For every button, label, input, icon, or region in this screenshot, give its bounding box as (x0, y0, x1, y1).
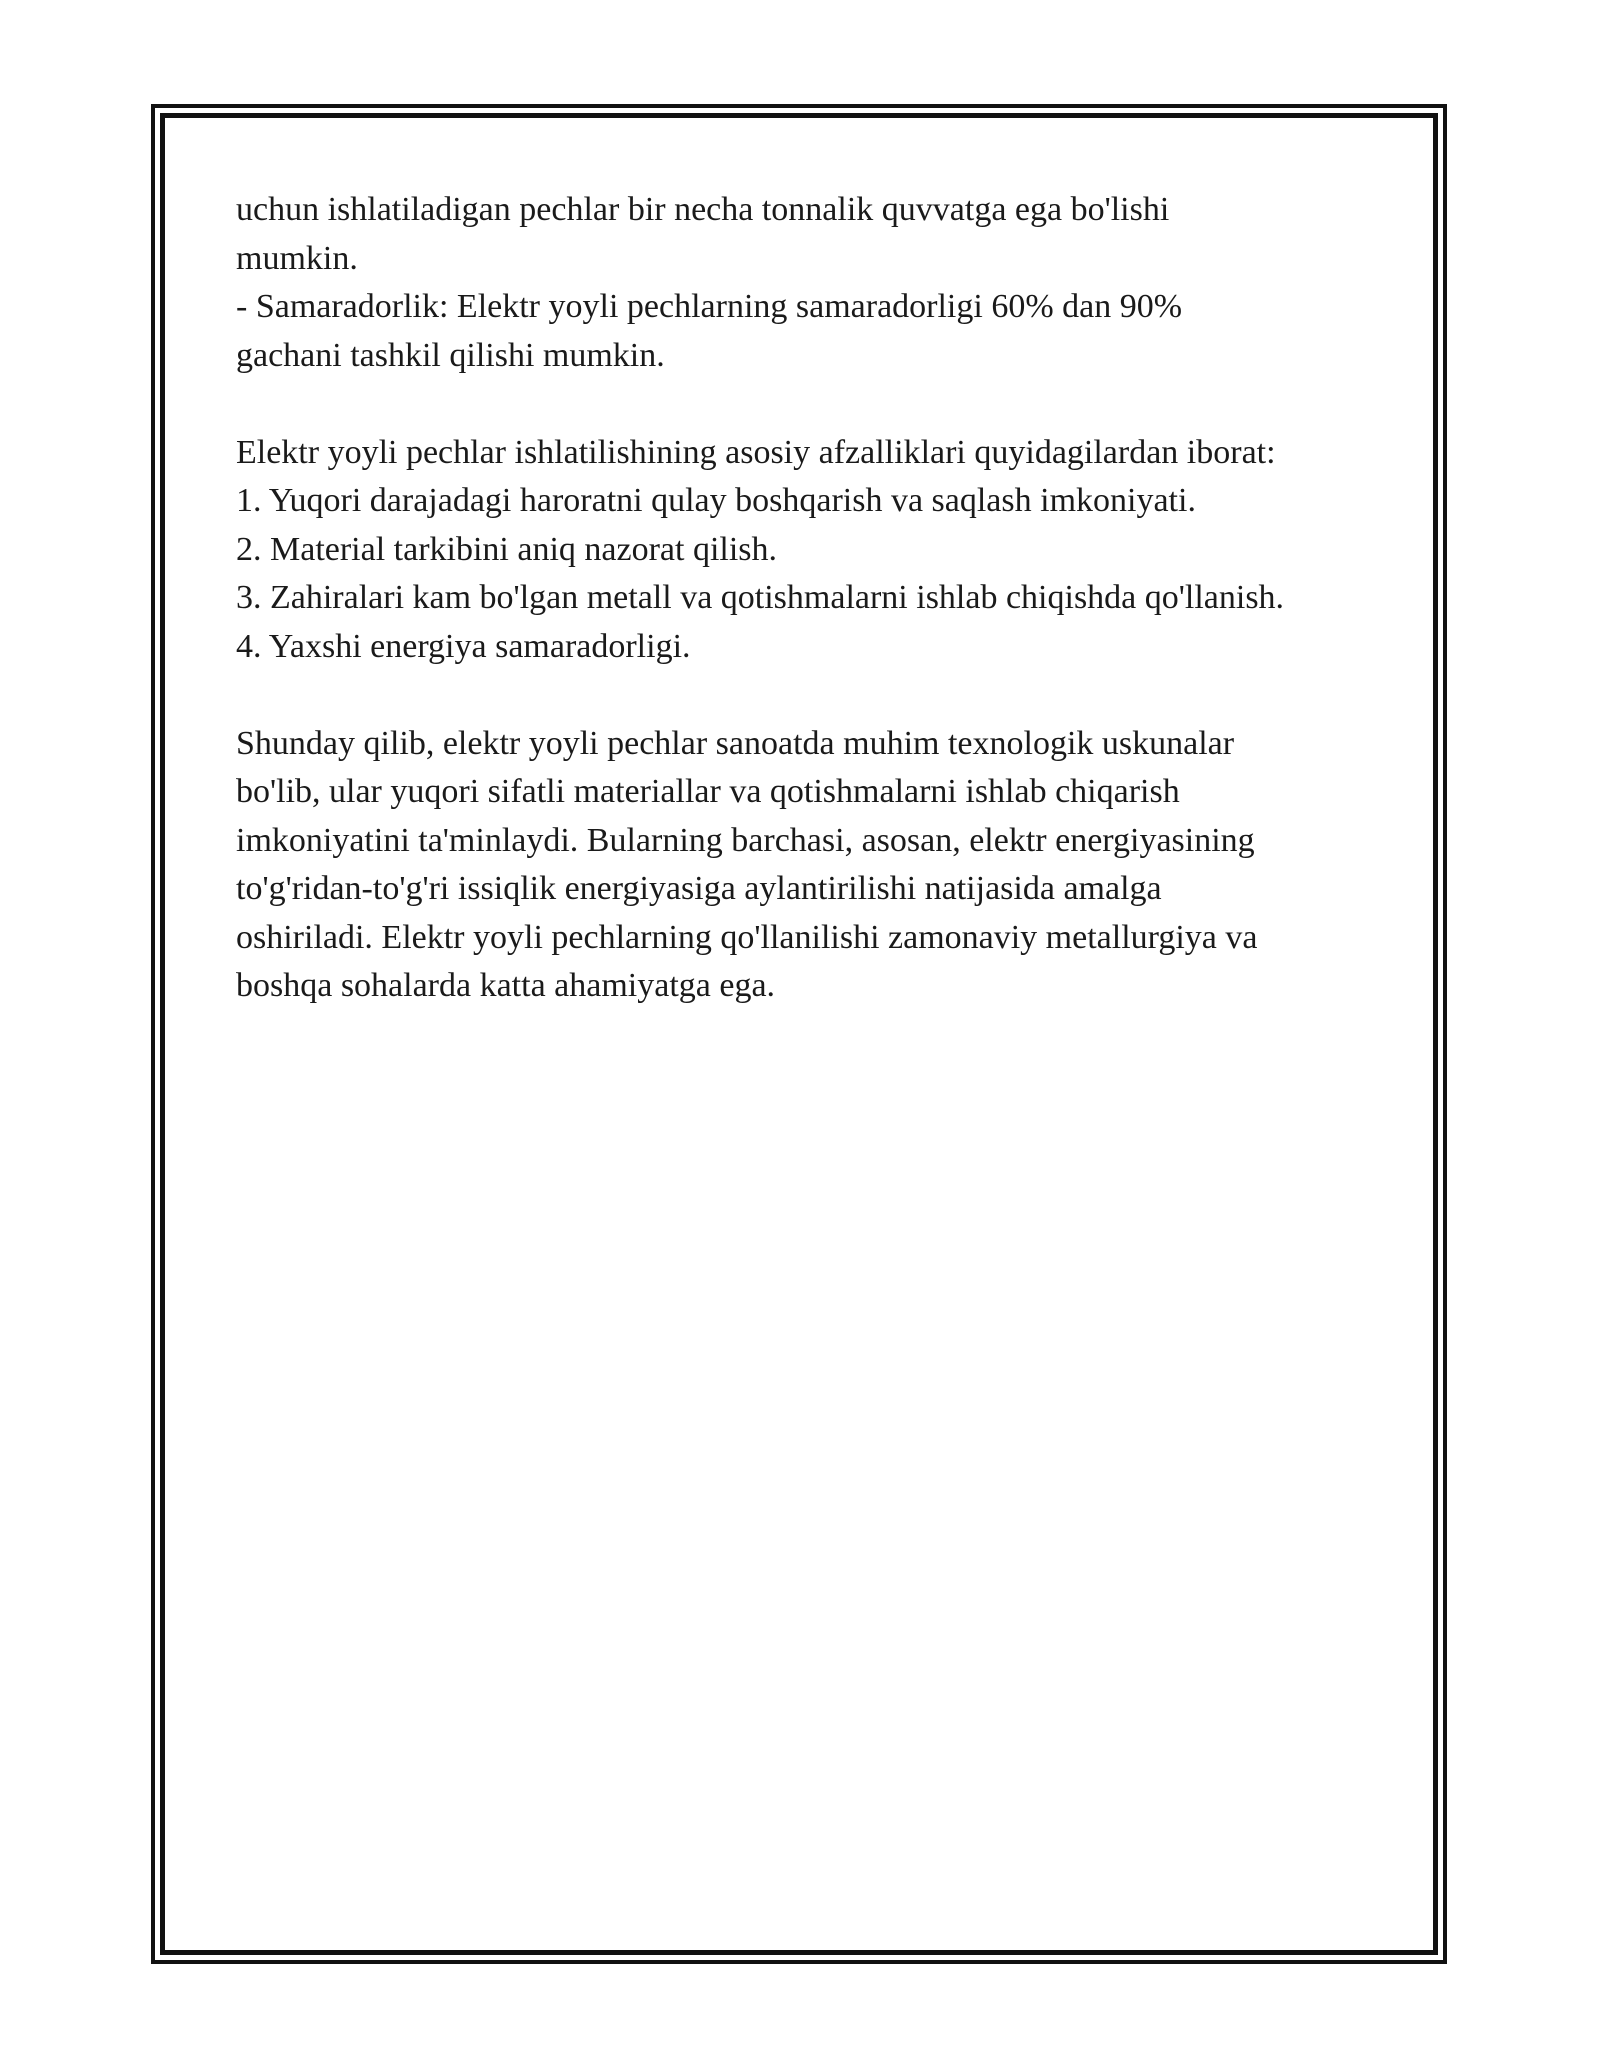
paragraph-gap (236, 671, 1386, 720)
advantage-item-2: 2. Material tarkibini aniq nazorat qilish. (236, 530, 778, 568)
conclusion-line-1: Shunday qilib, elektr yoyli pechlar sanoatda muhim texnologik uskunalar (236, 724, 1235, 762)
conclusion-line-4: to'g'ridan-to'g'ri issiqlik energiyasiga aylantirilishi natijasida amalga (236, 870, 1162, 907)
advantage-item-4: 4. Yaxshi energiya samaradorligi. (236, 627, 691, 665)
paragraph-gap (236, 380, 1386, 429)
advantage-item-3: 3. Zahiralari kam bo'lgan metall va qotishmalarni ishlab chiqishda qo'llanish. (236, 579, 1285, 616)
document-body (236, 186, 1386, 1011)
advantage-item-1: 1. Yuqori darajadagi haroratni qulay boshqarish va saqlash imkoniyati. (236, 482, 1196, 519)
advantages-heading: Elektr yoyli pechlar ishlatilishining asosiy afzalliklari quyidagilardan iborat: (236, 433, 1276, 471)
efficiency-line-1: - Samaradorlik: Elektr yoyli pechlarning samaradorligi 60% dan 90% (236, 288, 1183, 325)
conclusion-line-6: boshqa sohalarda katta ahamiyatga ega. (236, 967, 776, 1004)
efficiency-line-2: gachani tashkil qilishi mumkin. (236, 336, 665, 374)
intro-line-2: mumkin. (236, 239, 358, 277)
intro-line-1: uchun ishlatiladigan pechlar bir necha tonnalik quvvatga ega bo'lishi (236, 191, 1170, 228)
conclusion-line-3: imkoniyatini ta'minlaydi. Bularning barchasi, asosan, elektr energiyasining (236, 821, 1255, 859)
conclusion-line-5: oshiriladi. Elektr yoyli pechlarning qo'llanilishi zamonaviy metallurgiya va (236, 918, 1258, 956)
conclusion-line-2: bo'lib, ular yuqori sifatli materiallar va qotishmalarni ishlab chiqarish (236, 773, 1180, 810)
